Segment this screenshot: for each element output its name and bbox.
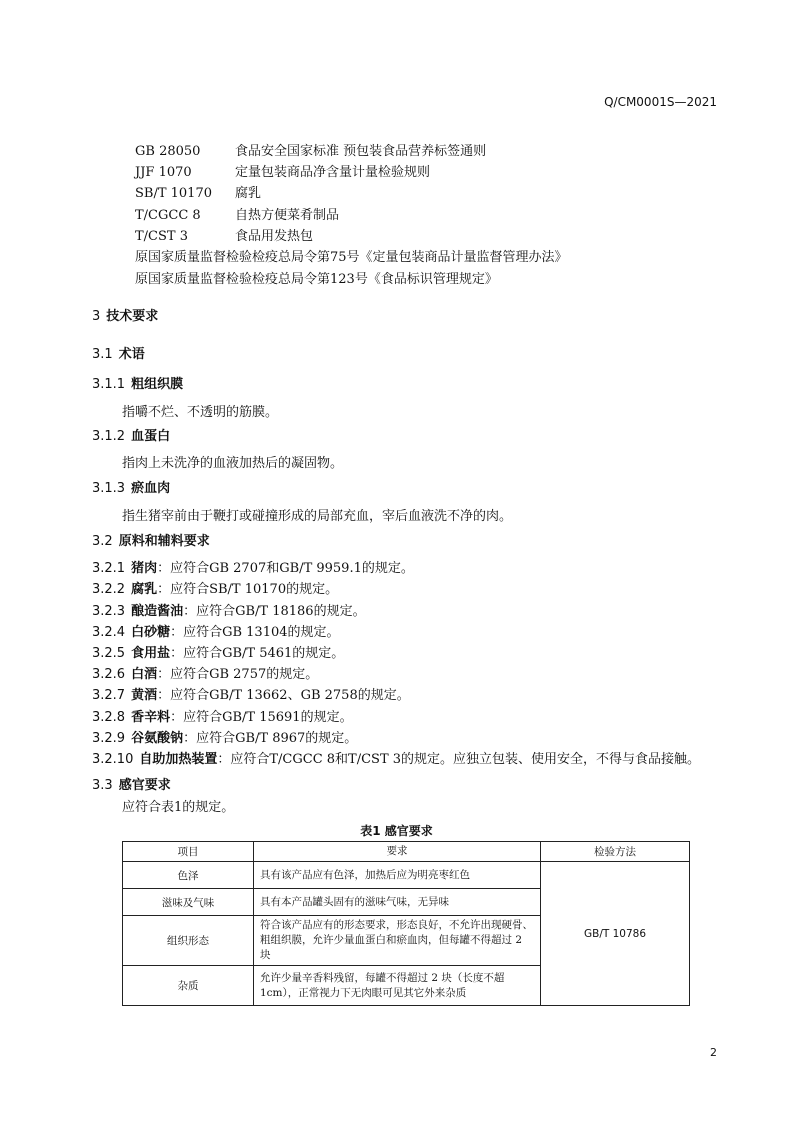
material-item: 3.2.10 自助加热装置：应符合T/CGCC 8和T/CST 3的规定。应独立包装、使用安全，不得与食品接触。 (92, 752, 701, 767)
table-cell: 色泽 (123, 862, 254, 889)
term-heading: 3.1.1 粗组织膜 (92, 377, 184, 392)
material-item: 3.2.9 谷氨酸钠：应符合GB/T 8967的规定。 (92, 731, 358, 746)
page-number: 2 (710, 1046, 717, 1059)
reference-item: GB 28050 食品安全国家标准 预包装食品营养标签通则 (135, 144, 487, 159)
reference-item: 原国家质量监督检验检疫总局令第75号《定量包装商品计量监督管理办法》 (135, 250, 568, 265)
table-cell: 允许少量辛香料残留，每罐不得超过 2 块（长度不超1cm），正常视力下无肉眼可见其它外来杂质 (254, 966, 541, 1006)
term-definition: 指嚼不烂、不透明的筋膜。 (122, 405, 279, 420)
reference-item: SB/T 10170 腐乳 (135, 186, 262, 201)
material-item: 3.2.5 食用盐：应符合GB/T 5461的规定。 (92, 646, 345, 661)
section-heading: 3.1 术语 (92, 347, 145, 362)
section-heading: 3.2 原料和辅料要求 (92, 534, 210, 549)
table-caption: 表1 感官要求 (360, 824, 433, 838)
table-cell: 组织形态 (123, 916, 254, 966)
column-header: 要求 (254, 842, 541, 862)
column-header: 检验方法 (541, 842, 690, 862)
sensory-table (122, 841, 690, 1006)
reference-item: 原国家质量监督检验检疫总局令第123号《食品标识管理规定》 (135, 272, 498, 287)
section-text: 应符合表1的规定。 (122, 800, 235, 815)
section-heading: 3 技术要求 (92, 309, 159, 324)
table-row (123, 862, 690, 889)
reference-item: T/CST 3 食品用发热包 (135, 229, 314, 244)
material-item: 3.2.2 腐乳：应符合SB/T 10170的规定。 (92, 582, 339, 597)
material-item: 3.2.3 酿造酱油：应符合GB/T 18186的规定。 (92, 604, 366, 619)
material-item: 3.2.7 黄酒：应符合GB/T 13662、GB 2758的规定。 (92, 688, 410, 703)
table-cell: 杂质 (123, 966, 254, 1006)
reference-item: JJF 1070 定量包装商品净含量计量检验规则 (135, 165, 431, 180)
table-cell: 具有该产品应有色泽，加热后应为明亮枣红色 (254, 862, 541, 889)
column-header: 项目 (123, 842, 254, 862)
document-code: Q/CM0001S—2021 (604, 95, 717, 109)
table-cell: 滋味及气味 (123, 889, 254, 916)
table-cell: 具有本产品罐头固有的滋味气味，无异味 (254, 889, 541, 916)
table-cell: 符合该产品应有的形态要求，形态良好，不允许出现硬骨、粗组织膜，允许少量血蛋白和瘀血肉，但每罐不得超过 2 块 (254, 916, 541, 966)
reference-item: T/CGCC 8 自热方便菜肴制品 (135, 208, 340, 223)
material-item: 3.2.4 白砂糖：应符合GB 13104的规定。 (92, 625, 340, 640)
term-definition: 指肉上未洗净的血液加热后的凝固物。 (122, 456, 344, 471)
term-heading: 3.1.3 瘀血肉 (92, 481, 171, 496)
term-definition: 指生猪宰前由于鞭打或碰撞形成的局部充血，宰后血液洗不净的肉。 (122, 509, 513, 524)
method-cell: GB/T 10786 (541, 862, 690, 1006)
term-heading: 3.1.2 血蛋白 (92, 429, 171, 444)
material-item: 3.2.6 白酒：应符合GB 2757的规定。 (92, 667, 319, 682)
material-item: 3.2.1 猪肉：应符合GB 2707和GB/T 9959.1的规定。 (92, 561, 414, 576)
section-heading: 3.3 感官要求 (92, 778, 171, 793)
table-header-row (123, 842, 690, 862)
material-item: 3.2.8 香辛料：应符合GB/T 15691的规定。 (92, 710, 353, 725)
